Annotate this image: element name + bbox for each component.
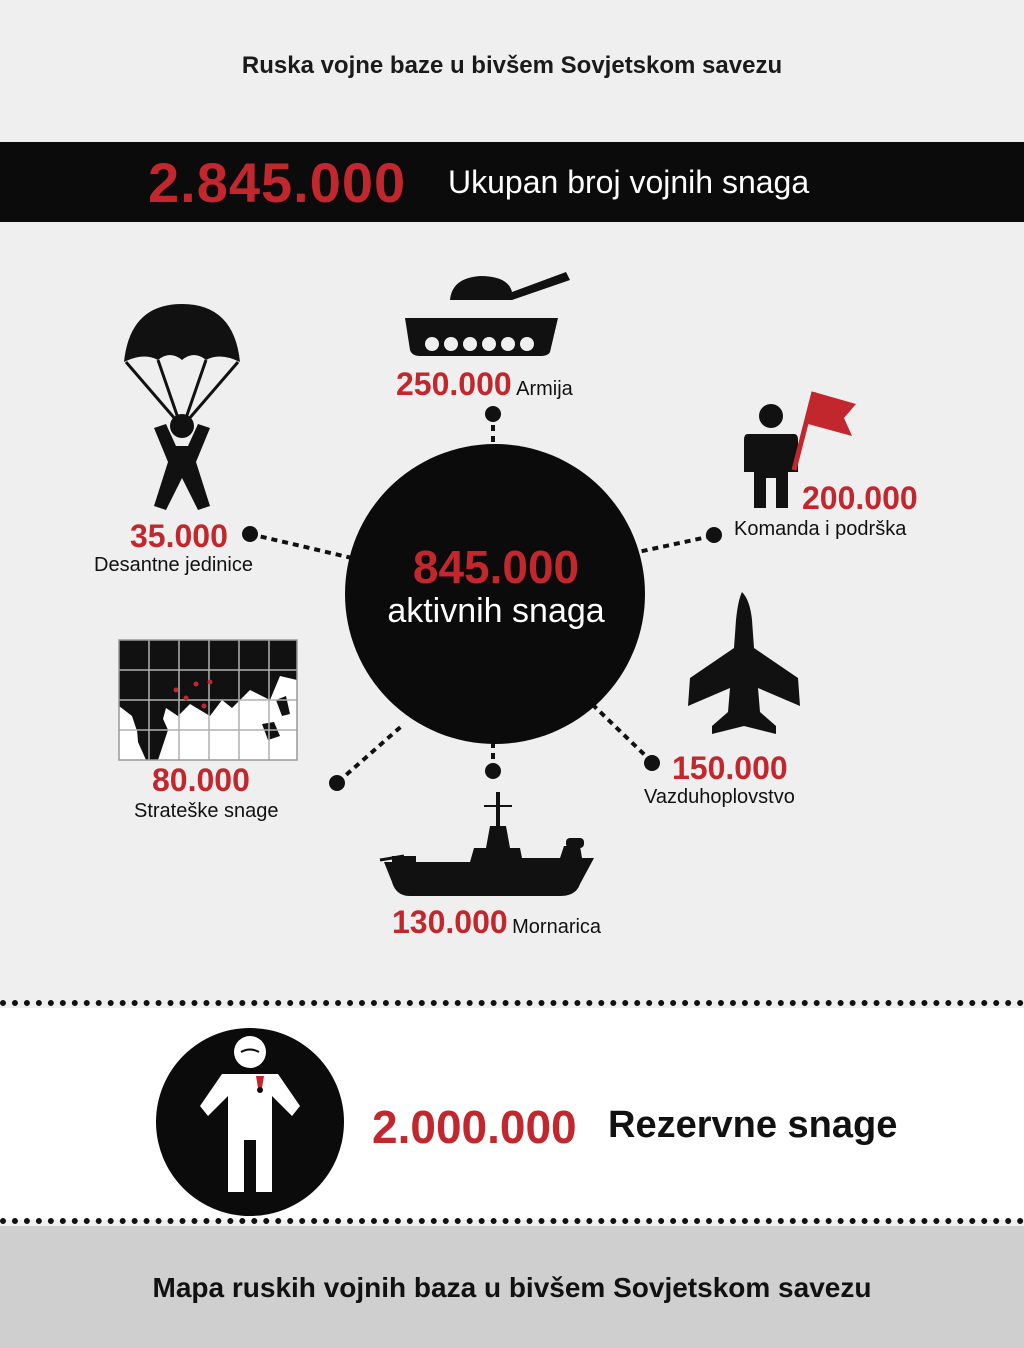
- unit-command-label: Komanda i podrška: [734, 518, 907, 540]
- unit-label: Armija: [516, 378, 573, 400]
- divider: [0, 1218, 1024, 1224]
- unit-label: Mornarica: [512, 916, 602, 938]
- unit-command-value: 200.000: [802, 480, 918, 516]
- unit-strategic-label: Strateške snage: [134, 800, 279, 822]
- total-value: 2.845.000: [148, 151, 407, 214]
- unit-value: 130.000: [392, 904, 508, 940]
- unit-airforce-value: 150.000: [672, 750, 788, 786]
- active-forces-value: 845.000: [412, 541, 580, 593]
- unit-value: 250.000: [396, 366, 512, 402]
- page-title: Ruska vojne baze u bivšem Sovjetskom savezu: [241, 52, 783, 79]
- unit-strategic-value: 80.000: [152, 762, 250, 798]
- footer-title: Mapa ruskih vojnih baza u bivšem Sovjetskom savezu: [152, 1272, 872, 1303]
- reserve-label: Rezervne snage: [608, 1104, 898, 1146]
- active-forces-label: aktivnih snaga: [387, 592, 605, 630]
- footer: [0, 1226, 1024, 1348]
- reserve-value: 2.000.000: [372, 1101, 577, 1153]
- unit-airborne-label: Desantne jedinice: [94, 554, 253, 576]
- unit-airborne-value: 35.000: [130, 518, 228, 554]
- unit-airforce-label: Vazduhoplovstvo: [644, 786, 795, 808]
- total-label: Ukupan broj vojnih snaga: [448, 164, 810, 200]
